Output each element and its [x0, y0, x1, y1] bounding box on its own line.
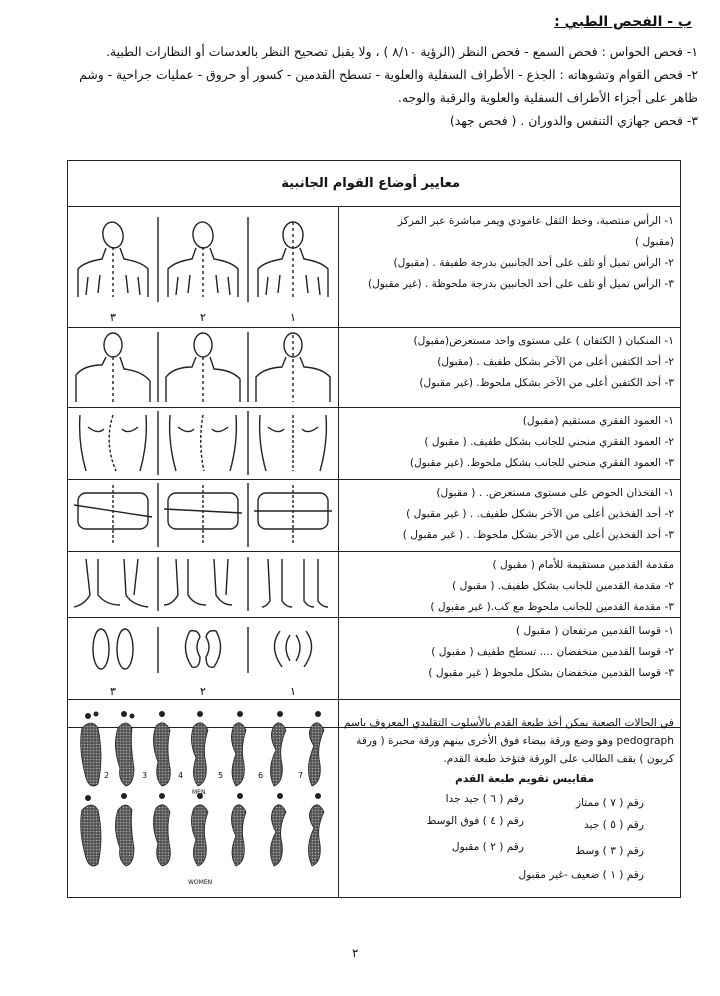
arch-footprint-figures — [68, 617, 340, 699]
page-heading: ب - الفحص الطبي : — [554, 14, 692, 30]
footprint-prints-figure — [68, 698, 340, 898]
row-head-line-4: ٣- الرأس تميل أو تلف على أحد الجانبين بدرجة ملحوظة . (غير مقبول) — [367, 278, 674, 290]
row-shoulders-line-2: ٢- أحد الكتفين أعلى من الآخر بشكل طفيف . (مقبول) — [437, 356, 674, 368]
row-hips-figures — [68, 479, 340, 551]
row-hips-text — [338, 479, 680, 551]
shoulder-posture-figures — [68, 327, 340, 407]
intro-line-4: ٣- فحص جهازي التنفس والدوران . ( فحص جهد) — [449, 113, 698, 128]
row-head-line-2: (مقبول ) — [634, 236, 674, 248]
print-num-6: 6 — [258, 771, 264, 780]
footprint-text — [338, 698, 680, 897]
row-spine — [68, 407, 680, 480]
arch-fig-num-3: ٣ — [110, 685, 116, 698]
row-head — [68, 207, 680, 328]
forefoot-posture-figures — [68, 551, 340, 617]
footprint-paragraph: في الحالات الصعبة يمكن أخذ طبعة القدم بالأسلوب التقليدي المعروف باسم pedograph وهو وضع ورقة بيضاء فوق الأخرى بينهم ورقة محبرة ( ورقة كربون ) يقف الطالب على الورقة فتؤخذ طبعة القدم. — [343, 717, 674, 765]
arch-fig-num-1: ١ — [290, 685, 296, 698]
row-forefeet-line-1: مقدمة القدمين مستقيمة للأمام ( مقبول ) — [492, 559, 674, 571]
row-shoulders-line-1: ١- المنكبان ( الكتفان ) على مستوى واحد مستعرض(مقبول) — [413, 335, 674, 347]
fig-num-1: ١ — [290, 311, 296, 324]
row-hips-line-2: ٢- أحد الفخذين أعلى من الآخر بشكل طفيف. . ( غير مقبول ) — [406, 508, 674, 520]
fig-num-3: ٣ — [110, 311, 116, 324]
row-hips — [68, 479, 680, 552]
row-spine-line-3: ٣- العمود الفقري منحني للجانب بشكل ملحوظ. (غير مقبول) — [409, 457, 674, 469]
intro-section — [18, 40, 698, 132]
scale-title: مقاييس تقويم طبعة القدم — [455, 773, 594, 785]
row-arches — [68, 617, 680, 700]
row-spine-text — [338, 407, 680, 479]
row-arches-line-3: ٣- قوسا القدمين منخفضان بشكل ملحوظ ( غير مقبول ) — [428, 667, 674, 679]
row-forefeet-figures — [68, 551, 340, 617]
row-arches-figures — [68, 617, 340, 699]
intro-line-1: ١- فحص الحواس : فحص السمع - فحص النظر (الرؤية ٨/١٠ ) ، ولا يقبل تصحيح النظر بالعدسات أو النظارات الطبية. — [106, 44, 698, 59]
fig-num-2: ٢ — [200, 311, 206, 324]
row-head-text — [338, 207, 680, 327]
page-number: ٢ — [352, 946, 359, 960]
scale-4: رقم ( ٤ ) فوق الوسط — [426, 815, 524, 827]
row-spine-figures — [68, 407, 340, 479]
row-shoulders-line-3: ٣- أحد الكتفين أعلى من الآخر بشكل ملحوظ. (غير مقبول) — [419, 377, 674, 389]
scale-1: رقم ( ١ ) ضعيف -غير مقبول — [518, 869, 644, 881]
label-men: MEN — [192, 789, 206, 796]
row-arches-line-1: ١- قوسا القدمين مرتفعان ( مقبول ) — [515, 625, 674, 637]
arch-fig-num-2: ٢ — [200, 685, 206, 698]
scale-5: رقم ( ٥ ) جيد — [584, 819, 644, 831]
footprint-section — [67, 698, 681, 898]
intro-line-2: ٢- فحص القوام وتشوهاته : الجذع - الأطراف السفلية والعلوية - تسطح القدمين - كسور أو حروق - عمليات جراحية - وشم — [79, 67, 698, 82]
scale-6: رقم ( ٦ ) جيد جدا — [445, 793, 524, 805]
row-arches-text — [338, 617, 680, 699]
scale-2: رقم ( ٢ ) مقبول — [451, 841, 524, 853]
table-title: معايير أوضاع القوام الجانبية — [68, 161, 680, 207]
row-head-figures — [68, 207, 340, 327]
row-forefeet-line-2: ٢- مقدمة القدمين للجانب بشكل طفيف. ( مقبول ) — [452, 580, 674, 592]
row-head-line-3: ٢- الرأس تميل أو تلف على أحد الجانبين بدرجة طفيفة . (مقبول) — [393, 257, 674, 269]
label-women: WOMEN — [188, 879, 213, 886]
print-num-3: 3 — [142, 771, 148, 780]
spine-posture-figures — [68, 407, 340, 479]
row-arches-line-2: ٢- قوسا القدمين منخفضان .... تسطح طفيف ( مقبول ) — [431, 646, 674, 658]
print-num-2: 2 — [104, 771, 110, 780]
scale-7: رقم ( ٧ ) ممتاز — [575, 797, 644, 809]
row-spine-line-1: ١- العمود الفقري مستقيم (مقبول) — [522, 415, 674, 427]
row-spine-line-2: ٢- العمود الفقري منحني للجانب بشكل طفيف. ( مقبول ) — [424, 436, 674, 448]
row-hips-line-1: ١- الفخذان الحوض على مستوى مستعرض. . ( مقبول) — [436, 487, 674, 499]
print-num-5: 5 — [218, 771, 224, 780]
posture-table — [67, 160, 681, 728]
row-shoulders — [68, 327, 680, 408]
footprint-images — [68, 698, 340, 897]
print-num-7: 7 — [298, 771, 304, 780]
row-hips-line-3: ٣- أحد الفخذين أعلى من الآخر بشكل ملحوظ. . ( غير مقبول ) — [402, 529, 674, 541]
scale-list — [343, 788, 674, 888]
row-shoulders-figures — [68, 327, 340, 407]
row-head-line-1: ١- الرأس منتصبة، وخط الثقل عامودي ويمر مباشرة عبر المركز — [397, 215, 674, 227]
row-forefeet — [68, 551, 680, 618]
hip-posture-figures — [68, 479, 340, 551]
row-forefeet-line-3: ٣- مقدمة القدمين للجانب ملحوظ مع كب.( غير مقبول ) — [430, 601, 674, 613]
row-shoulders-text — [338, 327, 680, 407]
row-forefeet-text — [338, 551, 680, 617]
intro-line-3: ظاهر على أجزاء الأطراف السفلية والعلوية والرقبة والوجه. — [397, 90, 698, 105]
head-posture-figures — [68, 207, 340, 327]
print-num-4: 4 — [178, 771, 184, 780]
scale-3: رقم ( ٣ ) وسط — [575, 845, 644, 857]
